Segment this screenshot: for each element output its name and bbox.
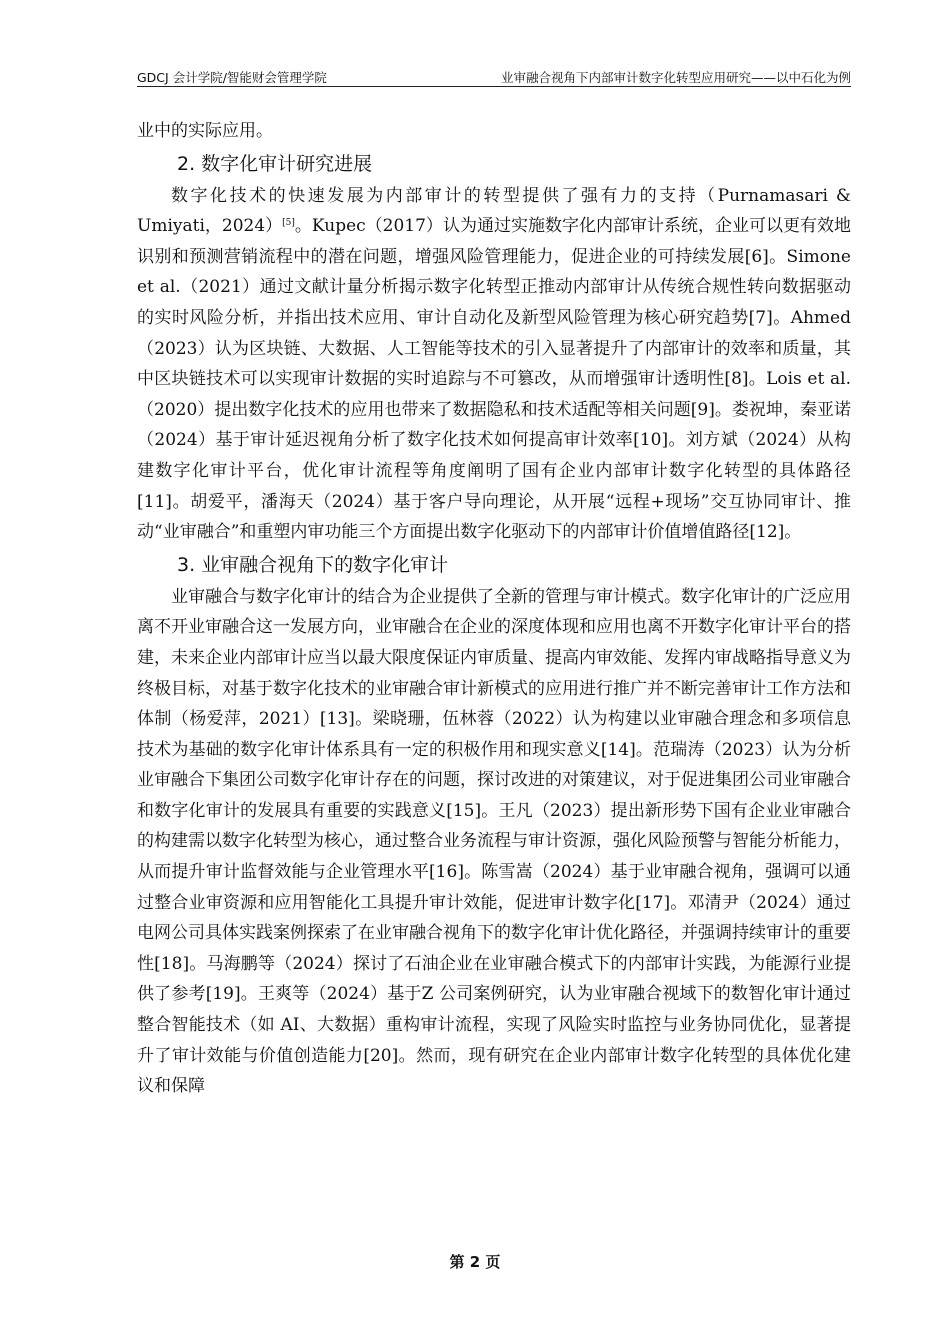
citation-superscript: [5] <box>282 218 295 229</box>
page-number: 第 2 页 <box>449 1253 501 1271</box>
section-3-heading: 3. 业审融合视角下的数字化审计 <box>177 553 449 576</box>
header-paper-title: 业审融合视角下内部审计数字化转型应用研究——以中石化为例 <box>500 70 851 85</box>
page-body <box>137 116 851 1102</box>
header-institution: GDCJ 会计学院/智能财会管理学院 <box>137 70 327 85</box>
running-header <box>137 66 851 87</box>
section-2-paragraph <box>137 181 851 548</box>
carry-over-text: 业中的实际应用。 <box>137 121 273 141</box>
section-2-text-start: 数字化技术的快速发展为内部审计的转型提供了强有力的支持（Purnamasari & Umiyati，2024） <box>137 185 851 237</box>
section-2-heading: 2. 数字化审计研究进展 <box>177 152 373 175</box>
section-2-text-rest: 。Kupec（2017）认为通过实施数字化内部审计系统，企业可以更有效地识别和预测营销流程中的潜在问题，增强风险管理能力，促进企业的可持续发展[6]。Simone et al.（2021）通过文献计量分析揭示数字化转型正推动内部审计从传统合规性转向数据驱动的实时风险分析，并指出技术应用、审计自动化及新型风险管理为核心研究趋势[7]。Ahmed（2023）认为区块链、大数据、人工智能等技术的引入显著提升了内部审计的效率和质量，其中区块链技术可以实现审计数据的实时追踪与不可篡改，从而增强审计透明性[8]。Lois et al.（2020）提出数字化技术的应用也带来了数据隐私和技术适配等相关问题[9]。娄祝坤，秦亚诺（2024）基于审计延迟视角分析了数字化技术如何提高审计效率[10]。刘方斌（2024）从构建数字化审计平台，优化审计流程等角度阐明了国有企业内部审计数字化转型的具体路径[11]。胡爱平，潘海天（2024）基于客户导向理论，从开展“远程+现场”交互协同审计、推动“业审融合”和重塑内审功能三个方面提出数字化驱动下的内部审计价值增值路径[12]。 <box>137 216 851 543</box>
section-3-paragraph: 业审融合与数字化审计的结合为企业提供了全新的管理与审计模式。数字化审计的广泛应用离不开业审融合这一发展方向，业审融合在企业的深度体现和应用也离不开数字化审计平台的搭建，未来企业内部审计应当以最大限度保证内审质量、提高内审效能、发挥内审战略指导意义为终极目标，对基于数字化技术的业审融合审计新模式的应用进行推广并不断完善审计工作方法和体制（杨爱萍，2021）[13]。梁晓珊，伍林蓉（2022）认为构建以业审融合理念和多项信息技术为基础的数字化审计体系具有一定的积极作用和现实意义[14]。范瑞涛（2023）认为分析业审融合下集团公司数字化审计存在的问题，探讨改进的对策建议，对于促进集团公司业审融合和数字化审计的发展具有重要的实践意义[15]。王凡（2023）提出新形势下国有企业业审融合的构建需以数字化转型为核心，通过整合业务流程与审计资源，强化风险预警与智能分析能力，从而提升审计监督效能与企业管理水平[16]。陈雪嵩（2024）基于业审融合视角，强调可以通过整合业审资源和应用智能化工具提升审计效能，促进审计数字化[17]。邓清尹（2024）通过电网公司具体实践案例探索了在业审融合视角下的数字化审计优化路径，并强调持续审计的重要性[18]。马海鹏等（2024）探讨了石油企业在业审融合模式下的内部审计实践，为能源行业提供了参考[19]。王爽等（2024）基于Z 公司案例研究，认为业审融合视域下的数智化审计通过整合智能技术（如 AI、大数据）重构审计流程，实现了风险实时监控与业务协同优化，显著提升了审计效能与价值创造能力[20]。然而，现有研究在企业内部审计数字化转型的具体优化建议和保障 <box>137 586 851 1097</box>
